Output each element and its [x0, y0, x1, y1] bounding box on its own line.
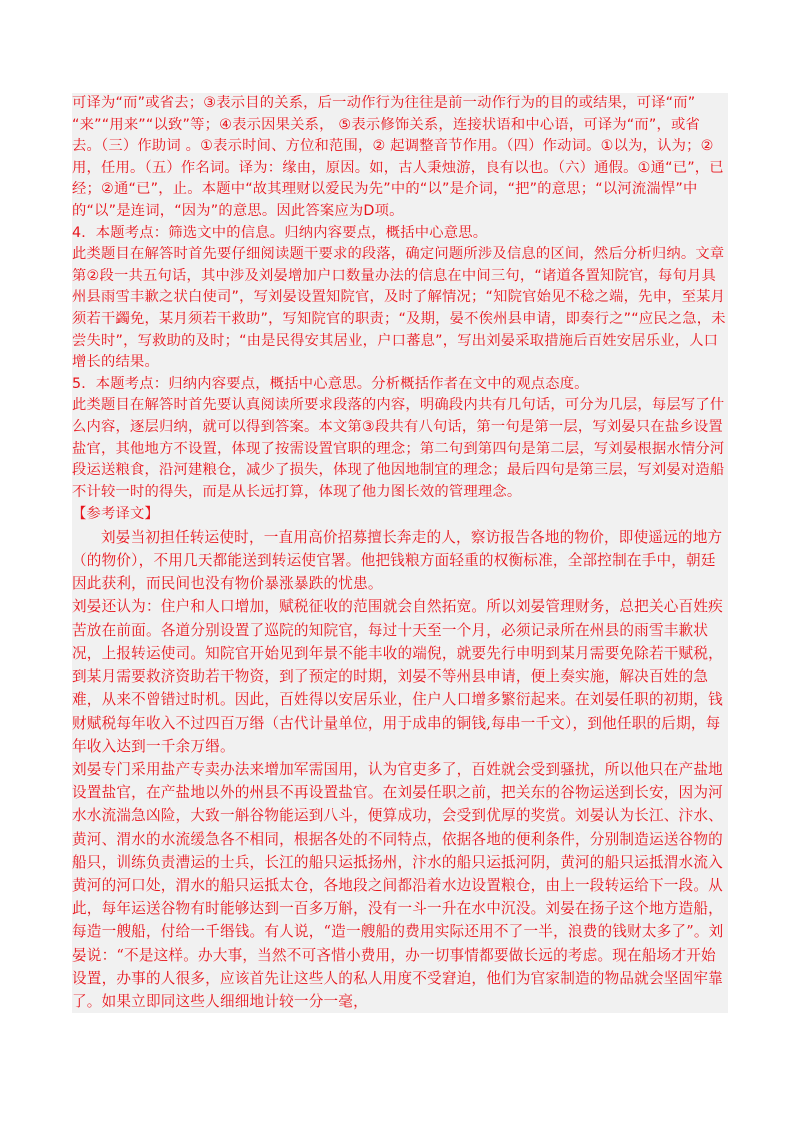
translation-paragraph-1: 刘晏当初担任转运使时，一直用高价招募擅长奔走的人，察访报告各地的物价，即使遥远的地方（的物价），不用几天都能送到转运使官署。他把钱粮方面轻重的权衡标准，全部控制在手中，朝廷因此获利，而民间也没有物价暴涨暴跌的忧患。	[72, 528, 723, 593]
answer-analysis-block	[72, 93, 728, 1013]
translation-paragraph-3: 刘晏专门采用盐产专卖办法来增加军需国用，认为官吏多了，百姓就会受到骚扰，所以他只在产盐地设置盐官，在产盐地以外的州县不再设置盐官。在刘晏任职之前，把关东的谷物运送到长安，因为河水水流湍急凶险，大致一斛谷物能运到八斗，便算成功，会受到优厚的奖赏。刘晏认为长江、汴水、黄河、渭水的水流缓急各不相同，根据各处的不同特点，依据各地的便利条件，分别制造运送谷物的船只，训练负责漕运的士兵，长江的船只运抵扬州，汴水的船只运抵河阴，黄河的船只运抵渭水流入黄河的河口处，渭水的船只运抵太仓，各地段之间都沿着水边设置粮仓，由上一段转运给下一段。从此，每年运送谷物有时能够达到一百多万斛，没有一斗一升在水中沉没。刘晏在扬子这个地方造船，每造一艘船，付给一千缗钱。有人说，“造一艘船的费用实际还用不了一半，浪费的钱财太多了”。刘晏说：“不是这样。办大事，当然不可吝惜小费用，办一切事情都要做长远的考虑。现在船场才开始设置，办事的人很多，应该首先让这些人的私人用度不受窘迫，他们为官家制造的物品就会坚固牢靠了。如果立即同这些人细细地计较一分一毫，	[72, 760, 724, 1010]
question-4-analysis: 此类题目在解答时首先要仔细阅读题干要求的段落，确定问题所涉及信息的区间，然后分析归纳。文章第②段一共五句话，其中涉及刘晏增加户口数量办法的信息在中间三句，“诸道各置知院官，每旬月具州县雨雪丰歉之状白使司”，写刘晏设置知院官，及时了解情况；“知院官始见不稔之端，先申，至某月须若干蠲免，某月须若干救助”，写知院官的职责；“及期，晏不俟州县申请，即奏行之”“应民之急，未尝失时”，写救助的及时；“由是民得安其居业，户口蕃息”，写出刘晏采取措施后百姓安居乐业，人口增长的结果。	[72, 246, 726, 371]
question-5-heading: 5．本题考点：归纳内容要点，概括中心意思。分析概括作者在文中的观点态度。	[72, 375, 589, 392]
translation-paragraph-2: 刘晏还认为：住户和人口增加，赋税征收的范围就会自然拓宽。所以刘晏管理财务，总把关心百姓疾苦放在前面。各道分别设置了巡院的知院官，每过十天至一个月，必须记录所在州县的雨雪丰歉状况，上报转运使司。知院官开始见到年景不能丰收的端倪，就要先行申明到某月需要免除若干赋税，到某月需要救济资助若干物资，到了预定的时期，刘晏不等州县申请，便上奏实施，解决百姓的急难，从来不曾错过时机。因此，百姓得以安居乐业，住户人口增多繁衍起来。在刘晏任职的初期，钱财赋税每年收入不过四百万缗（古代计量单位，用于成串的铜钱,每串一千文），到他任职的后期，每年收入达到一千余万缗。	[72, 598, 723, 755]
reference-translation-title: 【参考译文】	[72, 506, 159, 523]
analysis-paragraph-3-continued: 可译为“而”或省去；③表示目的关系，后一动作行为往往是前一动作行为的目的或结果，可译“而” “来”“用来”“以致”等；④表示因果关系， ⑤表示修饰关系，连接状语和中心语，可译为“而”，或省去。（三）作助词 。①表示时间、方位和范围，② 起调整音节作用。（四）作动词。①以为，认为；②用，任用。（五）作名词。译为：缘由，原因。如，古人秉烛游，良有以也。（六）通假。①通“已”，已经；②通“已”，止。本题中“故其理财以爱民为先”中的“以”是介词，“把”的意思；“以河流湍悍”中的“以”是连词，“因为”的意思。因此答案应为D项。	[72, 95, 724, 219]
question-4-heading: 4．本题考点：筛选文中的信息。归纳内容要点，概括中心意思。	[72, 224, 488, 241]
question-5-analysis: 此类题目在解答时首先要认真阅读所要求段落的内容，明确段内共有几句话，可分为几层，每层写了什么内容，逐层归纳，就可以得到答案。本文第③段共有八句话，第一句是第一层，写刘晏只在盐乡设置盐官，其他地方不设置，体现了按需设置官职的理念；第二句到第四句是第二层，写刘晏根据水情分河段运送粮食，沿河建粮仓，减少了损失，体现了他因地制宜的理念；最后四句是第三层，写刘晏对造船不计较一时的得失，而是从长远打算，体现了他力图长效的管理理念。	[72, 397, 725, 500]
